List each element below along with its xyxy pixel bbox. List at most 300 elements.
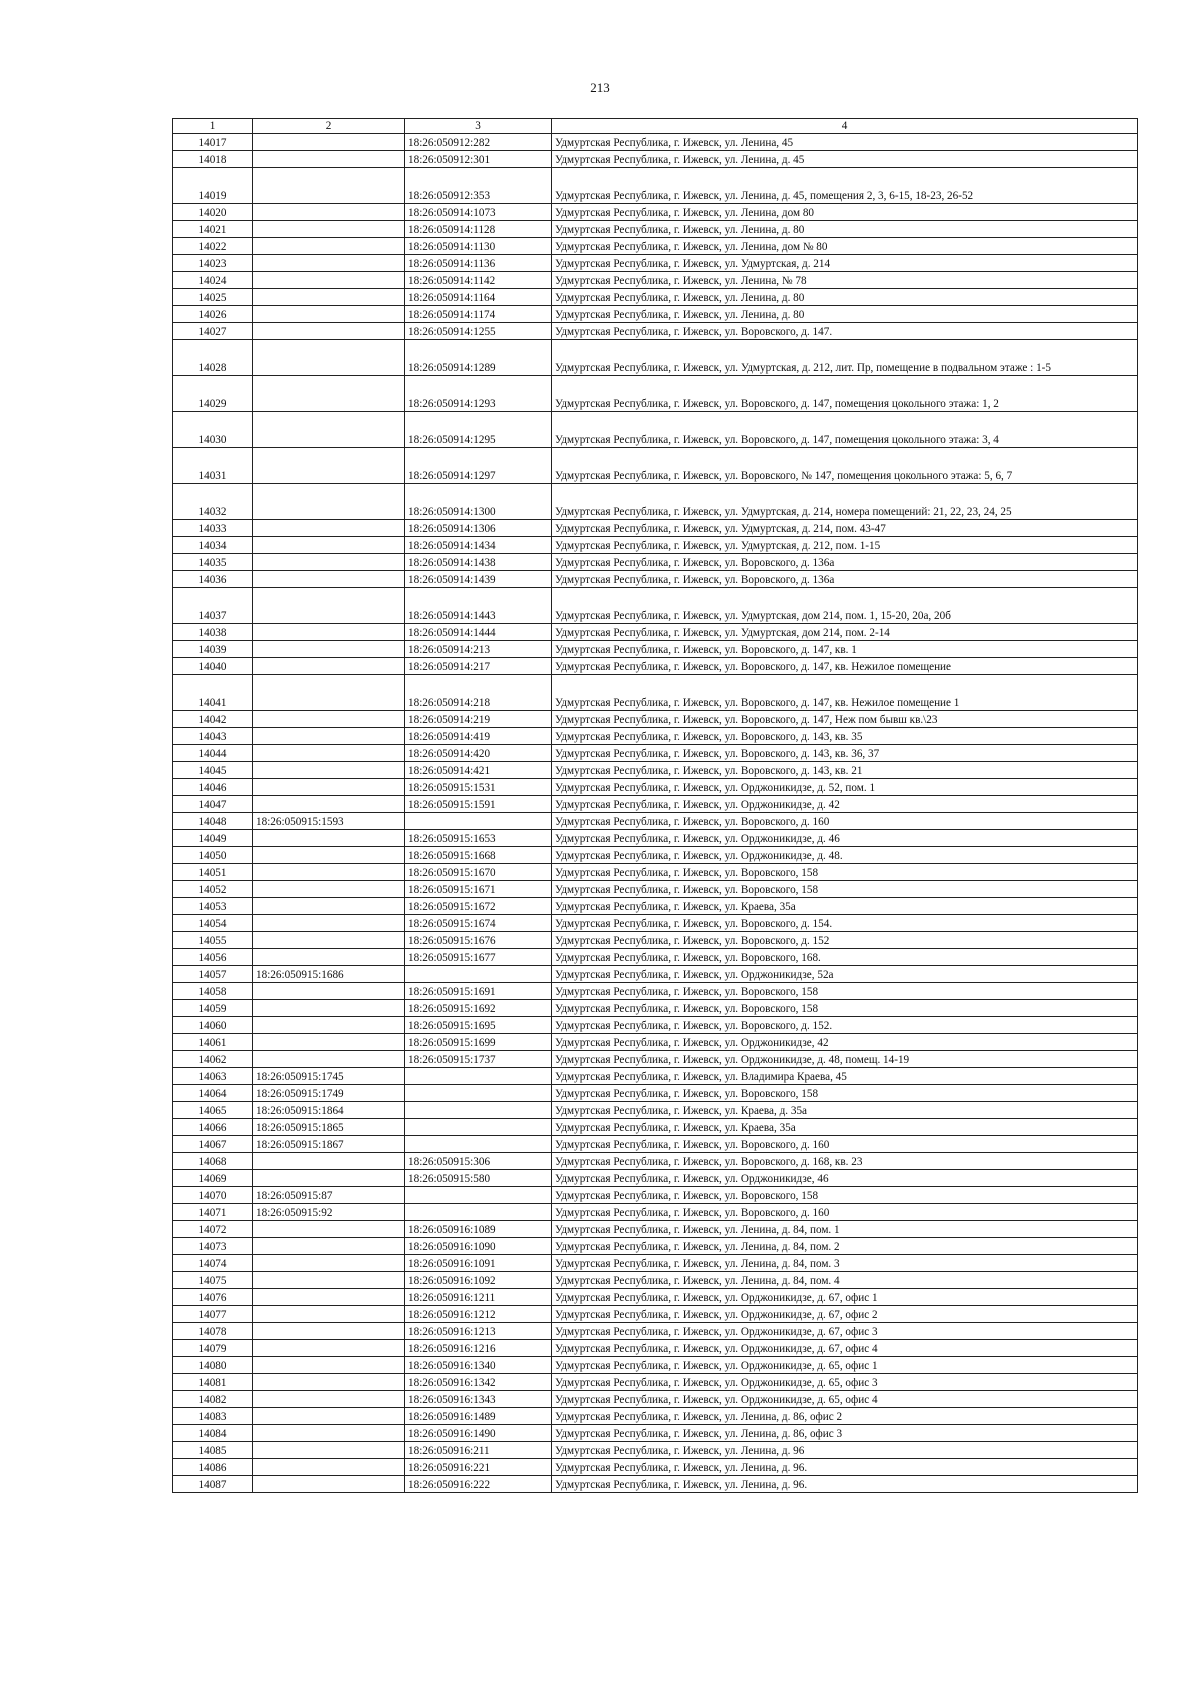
cadastral-number-cell-2 — [253, 864, 405, 881]
cadastral-number-cell-2 — [253, 151, 405, 168]
cadastral-number-cell-3: 18:26:050915:1591 — [405, 796, 552, 813]
address-cell: Удмуртская Республика, г. Ижевск, ул. Ленина, д. 84, пом. 1 — [552, 1221, 1138, 1238]
cadastral-number-cell-2 — [253, 641, 405, 658]
table-row — [173, 1255, 1138, 1272]
table-row — [173, 813, 1138, 830]
table-row — [173, 537, 1138, 554]
table-row — [173, 796, 1138, 813]
row-number-cell: 14051 — [173, 864, 253, 881]
row-number-cell: 14052 — [173, 881, 253, 898]
cadastral-number-cell-2 — [253, 1374, 405, 1391]
cadastral-number-cell-3: 18:26:050916:1212 — [405, 1306, 552, 1323]
row-number-cell: 14031 — [173, 448, 253, 484]
cadastral-number-cell-2 — [253, 1408, 405, 1425]
address-cell: Удмуртская Республика, г. Ижевск, ул. Ленина, д. 45, помещения 2, 3, 6-15, 18-23, 26-52 — [552, 168, 1138, 204]
cadastral-number-cell-3: 18:26:050914:421 — [405, 762, 552, 779]
address-cell: Удмуртская Республика, г. Ижевск, ул. Ленина, д. 80 — [552, 289, 1138, 306]
cadastral-number-cell-3: 18:26:050916:1213 — [405, 1323, 552, 1340]
address-cell: Удмуртская Республика, г. Ижевск, ул. Воровского, д. 136а — [552, 571, 1138, 588]
row-number-cell: 14026 — [173, 306, 253, 323]
cadastral-number-cell-2 — [253, 1255, 405, 1272]
row-number-cell: 14017 — [173, 134, 253, 151]
address-cell: Удмуртская Республика, г. Ижевск, ул. Владимира Краева, 45 — [552, 1068, 1138, 1085]
address-cell: Удмуртская Республика, г. Ижевск, ул. Орджоникидзе, д. 67, офис 3 — [552, 1323, 1138, 1340]
table-row — [173, 864, 1138, 881]
cadastral-number-cell-3: 18:26:050914:1295 — [405, 412, 552, 448]
cadastral-number-cell-2 — [253, 1476, 405, 1493]
cadastral-number-cell-3: 18:26:050915:1695 — [405, 1017, 552, 1034]
cadastral-number-cell-3 — [405, 1136, 552, 1153]
cadastral-number-cell-2 — [253, 830, 405, 847]
cadastral-number-cell-2 — [253, 711, 405, 728]
cadastral-number-cell-3: 18:26:050914:420 — [405, 745, 552, 762]
row-number-cell: 14054 — [173, 915, 253, 932]
row-number-cell: 14058 — [173, 983, 253, 1000]
row-number-cell: 14024 — [173, 272, 253, 289]
cadastral-number-cell-3: 18:26:050914:1255 — [405, 323, 552, 340]
address-cell: Удмуртская Республика, г. Ижевск, ул. Воровского, д. 143, кв. 35 — [552, 728, 1138, 745]
table-row — [173, 1017, 1138, 1034]
row-number-cell: 14041 — [173, 675, 253, 711]
row-number-cell: 14034 — [173, 537, 253, 554]
row-number-cell: 14064 — [173, 1085, 253, 1102]
table-row — [173, 1204, 1138, 1221]
row-number-cell: 14040 — [173, 658, 253, 675]
address-cell: Удмуртская Республика, г. Ижевск, ул. Воровского, д. 147, кв. Нежилое помещение 1 — [552, 675, 1138, 711]
table-row — [173, 1289, 1138, 1306]
cadastral-number-cell-3: 18:26:050916:211 — [405, 1442, 552, 1459]
row-number-cell: 14069 — [173, 1170, 253, 1187]
row-number-cell: 14076 — [173, 1289, 253, 1306]
row-number-cell: 14021 — [173, 221, 253, 238]
cadastral-number-cell-2 — [253, 1153, 405, 1170]
row-number-cell: 14077 — [173, 1306, 253, 1323]
cadastral-number-cell-3: 18:26:050914:218 — [405, 675, 552, 711]
cadastral-number-cell-3 — [405, 1102, 552, 1119]
address-cell: Удмуртская Республика, г. Ижевск, ул. Орджоникидзе, д. 65, офис 3 — [552, 1374, 1138, 1391]
table-row — [173, 949, 1138, 966]
cadastral-number-cell-2 — [253, 221, 405, 238]
address-cell: Удмуртская Республика, г. Ижевск, ул. Ленина, д. 45 — [552, 151, 1138, 168]
address-cell: Удмуртская Республика, г. Ижевск, ул. Удмуртская, д. 214, пом. 43-47 — [552, 520, 1138, 537]
cadastral-number-cell-3 — [405, 1119, 552, 1136]
table-row — [173, 966, 1138, 983]
cadastral-number-cell-3: 18:26:050915:1653 — [405, 830, 552, 847]
cadastral-number-cell-2 — [253, 847, 405, 864]
row-number-cell: 14020 — [173, 204, 253, 221]
table-row — [173, 1034, 1138, 1051]
table-body — [173, 134, 1138, 1493]
cadastral-number-cell-2: 18:26:050915:87 — [253, 1187, 405, 1204]
cadastral-number-cell-2: 18:26:050915:1593 — [253, 813, 405, 830]
row-number-cell: 14063 — [173, 1068, 253, 1085]
cadastral-number-cell-3: 18:26:050916:1342 — [405, 1374, 552, 1391]
address-cell: Удмуртская Республика, г. Ижевск, ул. Воровского, д. 147, кв. 1 — [552, 641, 1138, 658]
table-row — [173, 1153, 1138, 1170]
row-number-cell: 14036 — [173, 571, 253, 588]
cadastral-number-cell-2: 18:26:050915:1865 — [253, 1119, 405, 1136]
table-row — [173, 323, 1138, 340]
address-cell: Удмуртская Республика, г. Ижевск, ул. Воровского, д. 143, кв. 21 — [552, 762, 1138, 779]
row-number-cell: 14030 — [173, 412, 253, 448]
table-row — [173, 448, 1138, 484]
row-number-cell: 14033 — [173, 520, 253, 537]
row-number-cell: 14085 — [173, 1442, 253, 1459]
table-row — [173, 728, 1138, 745]
address-cell: Удмуртская Республика, г. Ижевск, ул. Воровского, д. 152 — [552, 932, 1138, 949]
row-number-cell: 14048 — [173, 813, 253, 830]
address-cell: Удмуртская Республика, г. Ижевск, ул. Воровского, 158 — [552, 983, 1138, 1000]
cadastral-number-cell-2 — [253, 340, 405, 376]
row-number-cell: 14032 — [173, 484, 253, 520]
table-row — [173, 484, 1138, 520]
cadastral-number-cell-3: 18:26:050915:1737 — [405, 1051, 552, 1068]
row-number-cell: 14022 — [173, 238, 253, 255]
table-row — [173, 204, 1138, 221]
address-cell: Удмуртская Республика, г. Ижевск, ул. Ленина, д. 84, пом. 3 — [552, 1255, 1138, 1272]
cadastral-number-cell-2 — [253, 571, 405, 588]
table-row — [173, 1068, 1138, 1085]
address-cell: Удмуртская Республика, г. Ижевск, ул. Воровского, д. 168, кв. 23 — [552, 1153, 1138, 1170]
cadastral-number-cell-2 — [253, 1272, 405, 1289]
cadastral-number-cell-2 — [253, 983, 405, 1000]
row-number-cell: 14080 — [173, 1357, 253, 1374]
address-cell: Удмуртская Республика, г. Ижевск, ул. Воровского, 158 — [552, 1085, 1138, 1102]
cadastral-number-cell-3: 18:26:050916:1340 — [405, 1357, 552, 1374]
table-row — [173, 134, 1138, 151]
cadastral-number-cell-3 — [405, 1187, 552, 1204]
address-cell: Удмуртская Республика, г. Ижевск, ул. Удмуртская, дом 214, пом. 2-14 — [552, 624, 1138, 641]
cadastral-number-cell-2 — [253, 537, 405, 554]
row-number-cell: 14039 — [173, 641, 253, 658]
row-number-cell: 14062 — [173, 1051, 253, 1068]
cadastral-number-cell-2 — [253, 762, 405, 779]
table-row — [173, 1272, 1138, 1289]
table-row — [173, 238, 1138, 255]
cadastral-number-cell-2 — [253, 1051, 405, 1068]
address-cell: Удмуртская Республика, г. Ижевск, ул. Удмуртская, д. 212, лит. Пр, помещение в подвальном этаже : 1-5 — [552, 340, 1138, 376]
table-row — [173, 340, 1138, 376]
address-cell: Удмуртская Республика, г. Ижевск, ул. Ленина, д. 86, офис 2 — [552, 1408, 1138, 1425]
cadastral-number-cell-3: 18:26:050916:1490 — [405, 1425, 552, 1442]
row-number-cell: 14027 — [173, 323, 253, 340]
table-row — [173, 255, 1138, 272]
cadastral-number-cell-2 — [253, 949, 405, 966]
table-row — [173, 520, 1138, 537]
address-cell: Удмуртская Республика, г. Ижевск, ул. Воровского, д. 147. — [552, 323, 1138, 340]
address-cell: Удмуртская Республика, г. Ижевск, ул. Удмуртская, д. 214 — [552, 255, 1138, 272]
row-number-cell: 14055 — [173, 932, 253, 949]
cadastral-number-cell-2 — [253, 1000, 405, 1017]
cadastral-number-cell-2 — [253, 779, 405, 796]
table-row — [173, 1374, 1138, 1391]
cadastral-number-cell-3: 18:26:050912:353 — [405, 168, 552, 204]
cadastral-number-cell-2 — [253, 272, 405, 289]
address-cell: Удмуртская Республика, г. Ижевск, ул. Орджоникидзе, д. 48, помещ. 14-19 — [552, 1051, 1138, 1068]
row-number-cell: 14047 — [173, 796, 253, 813]
row-number-cell: 14056 — [173, 949, 253, 966]
address-cell: Удмуртская Республика, г. Ижевск, ул. Ленина, дом № 80 — [552, 238, 1138, 255]
table-row — [173, 588, 1138, 624]
cadastral-number-cell-3: 18:26:050914:1438 — [405, 554, 552, 571]
cadastral-number-cell-3: 18:26:050914:1434 — [405, 537, 552, 554]
row-number-cell: 14046 — [173, 779, 253, 796]
table-row — [173, 1102, 1138, 1119]
table-row — [173, 1357, 1138, 1374]
address-cell: Удмуртская Республика, г. Ижевск, ул. Ленина, д. 80 — [552, 221, 1138, 238]
cadastral-number-cell-2 — [253, 1357, 405, 1374]
address-cell: Удмуртская Республика, г. Ижевск, ул. Воровского, д. 160 — [552, 1136, 1138, 1153]
cadastral-number-cell-3: 18:26:050914:1130 — [405, 238, 552, 255]
table-row — [173, 306, 1138, 323]
address-cell: Удмуртская Республика, г. Ижевск, ул. Воровского, д. 152. — [552, 1017, 1138, 1034]
cadastral-number-cell-3: 18:26:050912:301 — [405, 151, 552, 168]
cadastral-number-cell-3 — [405, 966, 552, 983]
cadastral-number-cell-3: 18:26:050914:1136 — [405, 255, 552, 272]
row-number-cell: 14068 — [173, 1153, 253, 1170]
cadastral-number-cell-3: 18:26:050916:222 — [405, 1476, 552, 1493]
table-row — [173, 1459, 1138, 1476]
cadastral-number-cell-3: 18:26:050915:1670 — [405, 864, 552, 881]
row-number-cell: 14082 — [173, 1391, 253, 1408]
cadastral-number-cell-2 — [253, 1425, 405, 1442]
row-number-cell: 14053 — [173, 898, 253, 915]
page-number: 213 — [590, 80, 610, 95]
table-row — [173, 658, 1138, 675]
row-number-cell: 14075 — [173, 1272, 253, 1289]
cadastral-number-cell-3: 18:26:050914:1443 — [405, 588, 552, 624]
cadastral-number-cell-3: 18:26:050914:213 — [405, 641, 552, 658]
table-row — [173, 554, 1138, 571]
address-cell: Удмуртская Республика, г. Ижевск, ул. Краева, 35а — [552, 1119, 1138, 1136]
address-cell: Удмуртская Республика, г. Ижевск, ул. Ленина, д. 96. — [552, 1476, 1138, 1493]
cadastral-number-cell-2 — [253, 1221, 405, 1238]
cadastral-number-cell-2 — [253, 1238, 405, 1255]
cadastral-number-cell-3: 18:26:050915:1668 — [405, 847, 552, 864]
address-cell: Удмуртская Республика, г. Ижевск, ул. Воровского, д. 160 — [552, 1204, 1138, 1221]
cadastral-number-cell-3: 18:26:050916:1090 — [405, 1238, 552, 1255]
cadastral-number-cell-2 — [253, 728, 405, 745]
row-number-cell: 14070 — [173, 1187, 253, 1204]
address-cell: Удмуртская Республика, г. Ижевск, ул. Ленина, д. 96 — [552, 1442, 1138, 1459]
table-row — [173, 1000, 1138, 1017]
address-cell: Удмуртская Республика, г. Ижевск, ул. Удмуртская, д. 214, номера помещений: 21, 22, 23, 24, 25 — [552, 484, 1138, 520]
cadastral-number-cell-2 — [253, 1340, 405, 1357]
cadastral-number-cell-2 — [253, 881, 405, 898]
cadastral-number-cell-2 — [253, 1289, 405, 1306]
row-number-cell: 14044 — [173, 745, 253, 762]
cadastral-number-cell-2 — [253, 323, 405, 340]
cadastral-number-cell-2 — [253, 376, 405, 412]
cadastral-number-cell-3: 18:26:050916:1092 — [405, 1272, 552, 1289]
cadastral-number-cell-3: 18:26:050914:1439 — [405, 571, 552, 588]
row-number-cell: 14029 — [173, 376, 253, 412]
table-row — [173, 376, 1138, 412]
table-row — [173, 898, 1138, 915]
table-row — [173, 1408, 1138, 1425]
row-number-cell: 14042 — [173, 711, 253, 728]
address-cell: Удмуртская Республика, г. Ижевск, ул. Удмуртская, дом 214, пом. 1, 15-20, 20а, 20б — [552, 588, 1138, 624]
cadastral-number-cell-3: 18:26:050916:221 — [405, 1459, 552, 1476]
cadastral-number-cell-2 — [253, 1459, 405, 1476]
row-number-cell: 14025 — [173, 289, 253, 306]
cadastral-number-cell-2 — [253, 1034, 405, 1051]
cadastral-number-cell-2: 18:26:050915:92 — [253, 1204, 405, 1221]
row-number-cell: 14086 — [173, 1459, 253, 1476]
table-row — [173, 624, 1138, 641]
table-row — [173, 289, 1138, 306]
cadastral-number-cell-2 — [253, 168, 405, 204]
table-row — [173, 1340, 1138, 1357]
cadastral-number-cell-3: 18:26:050914:1293 — [405, 376, 552, 412]
cadastral-number-cell-2 — [253, 675, 405, 711]
row-number-cell: 14060 — [173, 1017, 253, 1034]
address-cell: Удмуртская Республика, г. Ижевск, ул. Орджоникидзе, 46 — [552, 1170, 1138, 1187]
cadastral-number-cell-3 — [405, 1068, 552, 1085]
cadastral-number-cell-3: 18:26:050914:1444 — [405, 624, 552, 641]
cadastral-number-cell-3 — [405, 1204, 552, 1221]
header-row — [173, 119, 1138, 134]
cadastral-number-cell-2 — [253, 306, 405, 323]
address-cell: Удмуртская Республика, г. Ижевск, ул. Ленина, д. 84, пом. 2 — [552, 1238, 1138, 1255]
row-number-cell: 14037 — [173, 588, 253, 624]
row-number-cell: 14071 — [173, 1204, 253, 1221]
table-row — [173, 1323, 1138, 1340]
table-row — [173, 272, 1138, 289]
table-row — [173, 932, 1138, 949]
row-number-cell: 14066 — [173, 1119, 253, 1136]
table-row — [173, 711, 1138, 728]
cadastral-number-cell-3: 18:26:050915:306 — [405, 1153, 552, 1170]
row-number-cell: 14079 — [173, 1340, 253, 1357]
cadastral-number-cell-2 — [253, 134, 405, 151]
table-row — [173, 1170, 1138, 1187]
cadastral-number-cell-2 — [253, 1017, 405, 1034]
cadastral-number-cell-3: 18:26:050915:1676 — [405, 932, 552, 949]
address-cell: Удмуртская Республика, г. Ижевск, ул. Орджоникидзе, д. 52, пом. 1 — [552, 779, 1138, 796]
cadastral-number-cell-3: 18:26:050916:1489 — [405, 1408, 552, 1425]
table-row — [173, 745, 1138, 762]
column-header-1: 1 — [173, 119, 253, 134]
table-row — [173, 1085, 1138, 1102]
cadastral-number-cell-2 — [253, 796, 405, 813]
table-row — [173, 221, 1138, 238]
cadastral-number-cell-2 — [253, 1306, 405, 1323]
row-number-cell: 14028 — [173, 340, 253, 376]
cadastral-number-cell-2 — [253, 255, 405, 272]
cadastral-number-cell-3: 18:26:050915:1692 — [405, 1000, 552, 1017]
row-number-cell: 14059 — [173, 1000, 253, 1017]
cadastral-number-cell-2 — [253, 1391, 405, 1408]
cadastral-number-cell-3: 18:26:050914:1128 — [405, 221, 552, 238]
cadastral-number-cell-2 — [253, 624, 405, 641]
address-cell: Удмуртская Республика, г. Ижевск, ул. Ленина, д. 80 — [552, 306, 1138, 323]
table-row — [173, 571, 1138, 588]
row-number-cell: 14023 — [173, 255, 253, 272]
cadastral-number-cell-3: 18:26:050914:1073 — [405, 204, 552, 221]
cadastral-number-cell-3 — [405, 813, 552, 830]
address-cell: Удмуртская Республика, г. Ижевск, ул. Воровского, № 147, помещения цокольного этажа: 5, 6, 7 — [552, 448, 1138, 484]
cadastral-number-cell-3: 18:26:050914:217 — [405, 658, 552, 675]
table-row — [173, 1306, 1138, 1323]
cadastral-number-cell-3: 18:26:050914:1164 — [405, 289, 552, 306]
address-cell: Удмуртская Республика, г. Ижевск, ул. Краева, д. 35а — [552, 1102, 1138, 1119]
property-registry-table — [172, 118, 1138, 1493]
table-row — [173, 847, 1138, 864]
table-row — [173, 830, 1138, 847]
address-cell: Удмуртская Республика, г. Ижевск, ул. Ленина, д. 96. — [552, 1459, 1138, 1476]
address-cell: Удмуртская Республика, г. Ижевск, ул. Орджоникидзе, 52а — [552, 966, 1138, 983]
cadastral-number-cell-2 — [253, 204, 405, 221]
cadastral-number-cell-2 — [253, 745, 405, 762]
address-cell: Удмуртская Республика, г. Ижевск, ул. Воровского, 158 — [552, 864, 1138, 881]
address-cell: Удмуртская Республика, г. Ижевск, ул. Воровского, д. 160 — [552, 813, 1138, 830]
address-cell: Удмуртская Республика, г. Ижевск, ул. Воровского, д. 147, помещения цокольного этажа: 3, 4 — [552, 412, 1138, 448]
table-row — [173, 762, 1138, 779]
row-number-cell: 14035 — [173, 554, 253, 571]
cadastral-number-cell-2 — [253, 1170, 405, 1187]
cadastral-number-cell-3: 18:26:050915:1531 — [405, 779, 552, 796]
address-cell: Удмуртская Республика, г. Ижевск, ул. Орджоникидзе, д. 65, офис 4 — [552, 1391, 1138, 1408]
address-cell: Удмуртская Республика, г. Ижевск, ул. Воровского, д. 147, Неж пом бывш кв.\23 — [552, 711, 1138, 728]
address-cell: Удмуртская Республика, г. Ижевск, ул. Ленина, дом 80 — [552, 204, 1138, 221]
table-row — [173, 1051, 1138, 1068]
address-cell: Удмуртская Республика, г. Ижевск, ул. Орджоникидзе, д. 67, офис 2 — [552, 1306, 1138, 1323]
address-cell: Удмуртская Республика, г. Ижевск, ул. Орджоникидзе, д. 48. — [552, 847, 1138, 864]
address-cell: Удмуртская Республика, г. Ижевск, ул. Воровского, 158 — [552, 1187, 1138, 1204]
row-number-cell: 14043 — [173, 728, 253, 745]
table-row — [173, 779, 1138, 796]
row-number-cell: 14074 — [173, 1255, 253, 1272]
row-number-cell: 14045 — [173, 762, 253, 779]
cadastral-number-cell-2 — [253, 238, 405, 255]
table-row — [173, 412, 1138, 448]
cadastral-number-cell-2 — [253, 520, 405, 537]
table-row — [173, 641, 1138, 658]
cadastral-number-cell-3: 18:26:050914:1174 — [405, 306, 552, 323]
table-row — [173, 1476, 1138, 1493]
cadastral-number-cell-3 — [405, 1085, 552, 1102]
cadastral-number-cell-2 — [253, 412, 405, 448]
address-cell: Удмуртская Республика, г. Ижевск, ул. Воровского, д. 154. — [552, 915, 1138, 932]
table-row — [173, 915, 1138, 932]
row-number-cell: 14049 — [173, 830, 253, 847]
cadastral-number-cell-3: 18:26:050916:1343 — [405, 1391, 552, 1408]
cadastral-number-cell-2: 18:26:050915:1864 — [253, 1102, 405, 1119]
address-cell: Удмуртская Республика, г. Ижевск, ул. Орджоникидзе, д. 67, офис 1 — [552, 1289, 1138, 1306]
address-cell: Удмуртская Республика, г. Ижевск, ул. Ленина, д. 84, пом. 4 — [552, 1272, 1138, 1289]
cadastral-number-cell-2 — [253, 554, 405, 571]
address-cell: Удмуртская Республика, г. Ижевск, ул. Орджоникидзе, д. 42 — [552, 796, 1138, 813]
cadastral-number-cell-3: 18:26:050915:1691 — [405, 983, 552, 1000]
address-cell: Удмуртская Республика, г. Ижевск, ул. Воровского, 158 — [552, 881, 1138, 898]
row-number-cell: 14018 — [173, 151, 253, 168]
cadastral-number-cell-3: 18:26:050915:1699 — [405, 1034, 552, 1051]
table-row — [173, 1119, 1138, 1136]
address-cell: Удмуртская Республика, г. Ижевск, ул. Ленина, д. 86, офис 3 — [552, 1425, 1138, 1442]
cadastral-number-cell-3: 18:26:050916:1091 — [405, 1255, 552, 1272]
cadastral-number-cell-3: 18:26:050914:1300 — [405, 484, 552, 520]
cadastral-number-cell-2 — [253, 1323, 405, 1340]
table-row — [173, 1187, 1138, 1204]
row-number-cell: 14078 — [173, 1323, 253, 1340]
cadastral-number-cell-2: 18:26:050915:1745 — [253, 1068, 405, 1085]
cadastral-number-cell-3: 18:26:050914:219 — [405, 711, 552, 728]
address-cell: Удмуртская Республика, г. Ижевск, ул. Краева, 35а — [552, 898, 1138, 915]
row-number-cell: 14019 — [173, 168, 253, 204]
table-row — [173, 1442, 1138, 1459]
table-row — [173, 983, 1138, 1000]
